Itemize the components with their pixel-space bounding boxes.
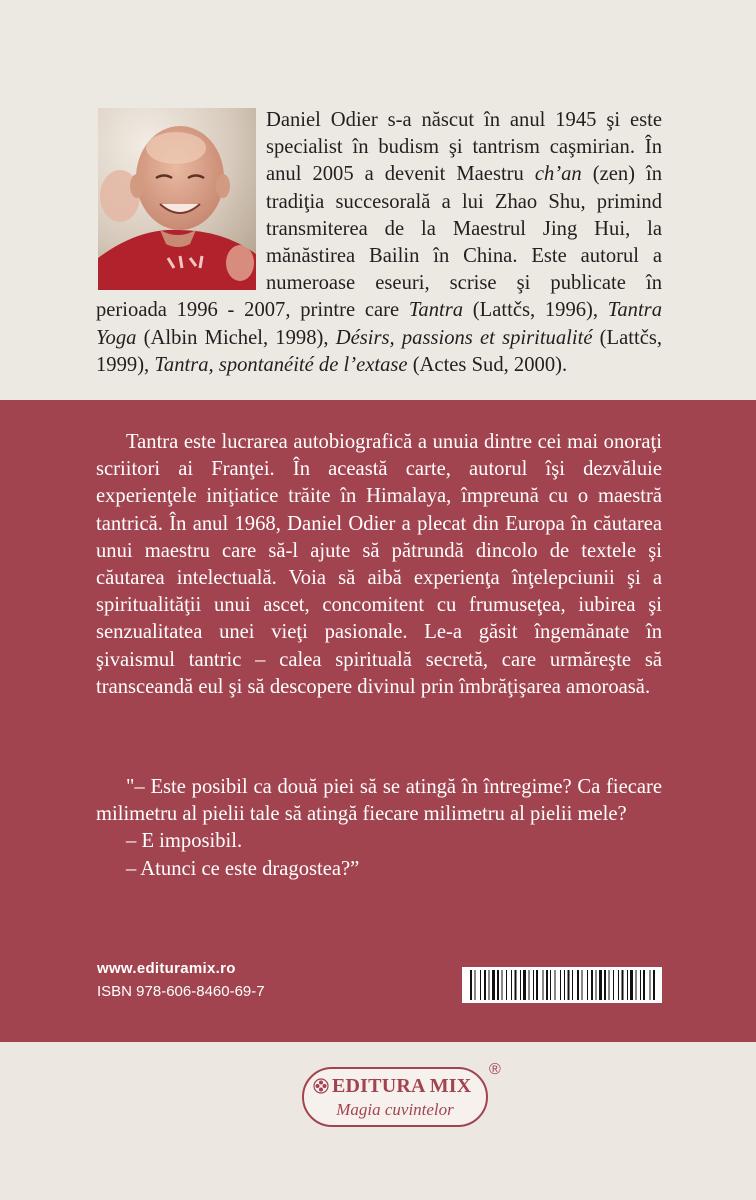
barcode-bar: [653, 970, 655, 1000]
barcode-bar: [599, 970, 602, 1000]
publisher-logo: [302, 1067, 488, 1127]
barcode-bar: [560, 970, 561, 1000]
logo-name: EDITURA MIX: [332, 1075, 472, 1097]
barcode-bar: [640, 970, 641, 1000]
publisher-website[interactable]: www.edituramix.ro: [97, 960, 236, 977]
isbn: ISBN 978-606-8460-69-7: [97, 983, 265, 1000]
logo-slogan: Magia cuvintelor: [336, 1100, 454, 1119]
barcode-bar: [636, 970, 637, 1000]
barcode-bar: [480, 970, 481, 1000]
author-bio: Daniel Odier s-a născut în anul 1945 şi este specialist în budism şi tantrism caşmirian. În anul 2005 a devenit Maestru ch’an (zen) în tradiţia succesorală a lui Zhao Shu, primind transmiterea de la Maestrul Jing Hui, la mănăstirea Bailin în China. Este autorul a numeroase eseuri, scrise şi publicate în perioada 1996 - 2007, printre care Tantra (Lattčs, 1996), Tantra Yoga (Albin Michel, 1998), Désirs, passions et spiritualité (Lattčs, 1999), Tantra, spontanéité de l’extase (Actes Sud, 2000).: [96, 109, 663, 376]
barcode-bar: [622, 970, 624, 1000]
barcode-bar: [596, 970, 597, 1000]
barcode-bar: [630, 970, 633, 1000]
barcode-bar: [572, 970, 573, 1000]
barcode-bar: [546, 970, 548, 1000]
barcode-bar: [650, 970, 651, 1000]
barcode-bar: [555, 970, 556, 1000]
barcode-bar: [484, 970, 486, 1000]
barcode-bar: [502, 970, 503, 1000]
book-description: Tantra este lucrarea autobiografică a unuia dintre cei mai onoraţi scriitori ai Franţei. În această carte, autorul îşi dezvăluie experienţele iniţiatice trăite în Himalaya, împreună cu o maestră tantrică. În anul 1968, Daniel Odier a plecat din Europa în căutarea unui maestru care să-l ajute să pătrundă dincolo de textele şi căutarea intelectuală. Voia să aibă experienţa înţelepciunii şi a spiritualităţii unui ascet, concomitent cu frumuseţea, iubirea şi senzualitatea unei vieţi pasionale. Le-a găsit îngemănate în şivaismul tantric – calea spirituală secretă, care urmăreşte să transceandă eul şi să descopere divinul prin îmbrăţişarea amoroasă.: [96, 431, 662, 698]
flower-icon: [313, 1078, 329, 1094]
barcode-bar: [529, 970, 530, 1000]
barcode-bar: [523, 970, 526, 1000]
barcode-bar: [609, 970, 610, 1000]
barcode-bar: [497, 970, 499, 1000]
barcode-bar: [577, 970, 579, 1000]
quote-line-3: – Atunci ce este dragostea?”: [126, 857, 360, 880]
barcode-bar: [489, 970, 490, 1000]
barcode-bar: [470, 970, 472, 1000]
barcode-bar: [643, 970, 645, 1000]
barcode-bar: [618, 970, 619, 1000]
barcode-bar: [536, 970, 538, 1000]
barcode-bar: [506, 970, 507, 1000]
barcode-bar: [475, 970, 476, 1000]
barcode-bar: [627, 970, 628, 1000]
barcode-bar: [587, 970, 588, 1000]
barcode-bar: [511, 970, 512, 1000]
registered-mark: ®: [489, 1061, 501, 1078]
barcode-bar: [515, 970, 517, 1000]
barcode-bar: [604, 970, 606, 1000]
barcode-bar: [533, 970, 534, 1000]
barcode-bar: [582, 970, 583, 1000]
barcode-bar: [613, 970, 614, 1000]
barcode: [462, 967, 662, 1003]
quote-line-2: – E imposibil.: [126, 830, 243, 853]
book-quote: [96, 774, 662, 883]
barcode-bar: [564, 970, 565, 1000]
barcode-bar: [568, 970, 570, 1000]
barcode-bar: [591, 970, 593, 1000]
barcode-bar: [543, 970, 544, 1000]
quote-line-1: "– Este posibil ca două piei să se atingă în întregime? Ca fiecare milimetru al pielii tale să atingă fiecare milimetru al pielii mele?: [96, 776, 662, 826]
barcode-bar: [520, 970, 521, 1000]
barcode-bar: [550, 970, 551, 1000]
barcode-bar: [492, 970, 495, 1000]
